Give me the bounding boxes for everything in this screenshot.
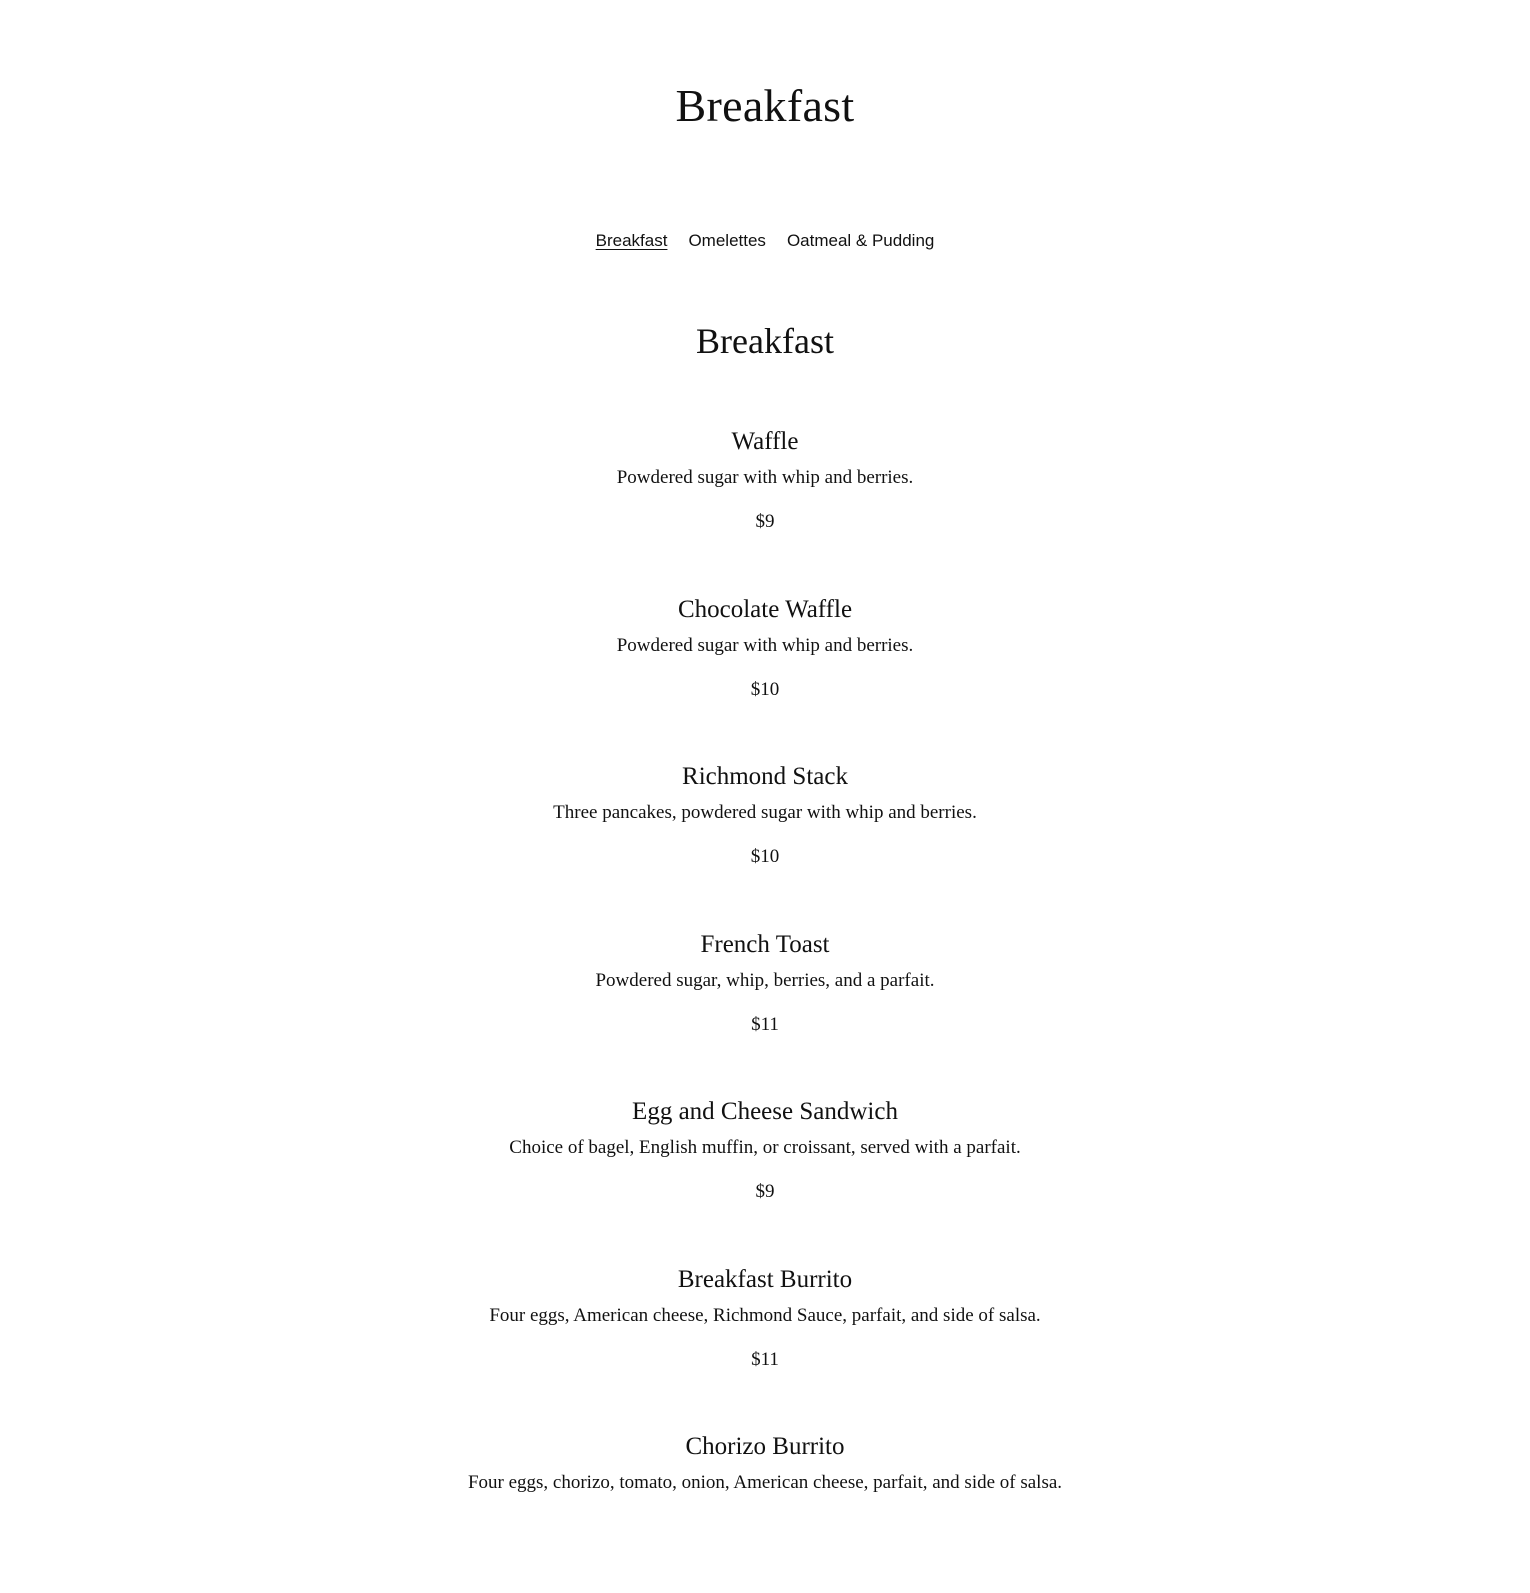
item-description: Powdered sugar with whip and berries. [616,634,914,656]
nav-item-oatmeal-pudding[interactable]: Oatmeal & Pudding [786,231,935,250]
item-description: Powdered sugar, whip, berries, and a parfait. [595,969,935,991]
menu-item [0,420,1530,588]
item-name: Breakfast Burrito [677,1265,853,1293]
item-description: Powdered sugar with whip and berries. [616,467,914,488]
item-price: $9 [755,1181,775,1202]
item-price: $10 [750,846,780,867]
menu-nav [0,228,1530,254]
page-title: Breakfast [675,80,855,131]
nav-item-breakfast[interactable]: Breakfast [595,231,668,250]
item-description: Four eggs, American cheese, Richmond Sauce, parfait, and side of salsa. [489,1304,1041,1326]
menu-item [0,1258,1530,1426]
item-price: $11 [751,1013,779,1035]
menu-item [0,1090,1530,1258]
item-description: Four eggs, chorizo, tomato, onion, American cheese, parfait, and side of salsa. [467,1472,1063,1493]
item-price: $10 [750,678,780,700]
item-price: $9 [755,511,775,532]
section-title: Breakfast [696,321,834,361]
menu-item [0,1425,1530,1593]
item-name: Waffle [731,428,799,455]
menu-item [0,923,1530,1091]
item-price: $11 [751,1348,779,1370]
nav-item-omelettes[interactable]: Omelettes [688,231,766,250]
menu-list [0,420,1530,1593]
menu-item [0,588,1530,756]
item-description: Choice of bagel, English muffin, or croissant, served with a parfait. [509,1137,1021,1158]
item-name: Chorizo Burrito [685,1433,845,1460]
item-name: Egg and Cheese Sandwich [632,1098,898,1125]
item-name: French Toast [700,930,830,958]
item-description: Three pancakes, powdered sugar with whip and berries. [553,802,977,823]
item-name: Chocolate Waffle [677,595,853,623]
menu-item [0,755,1530,923]
item-name: Richmond Stack [682,763,848,790]
